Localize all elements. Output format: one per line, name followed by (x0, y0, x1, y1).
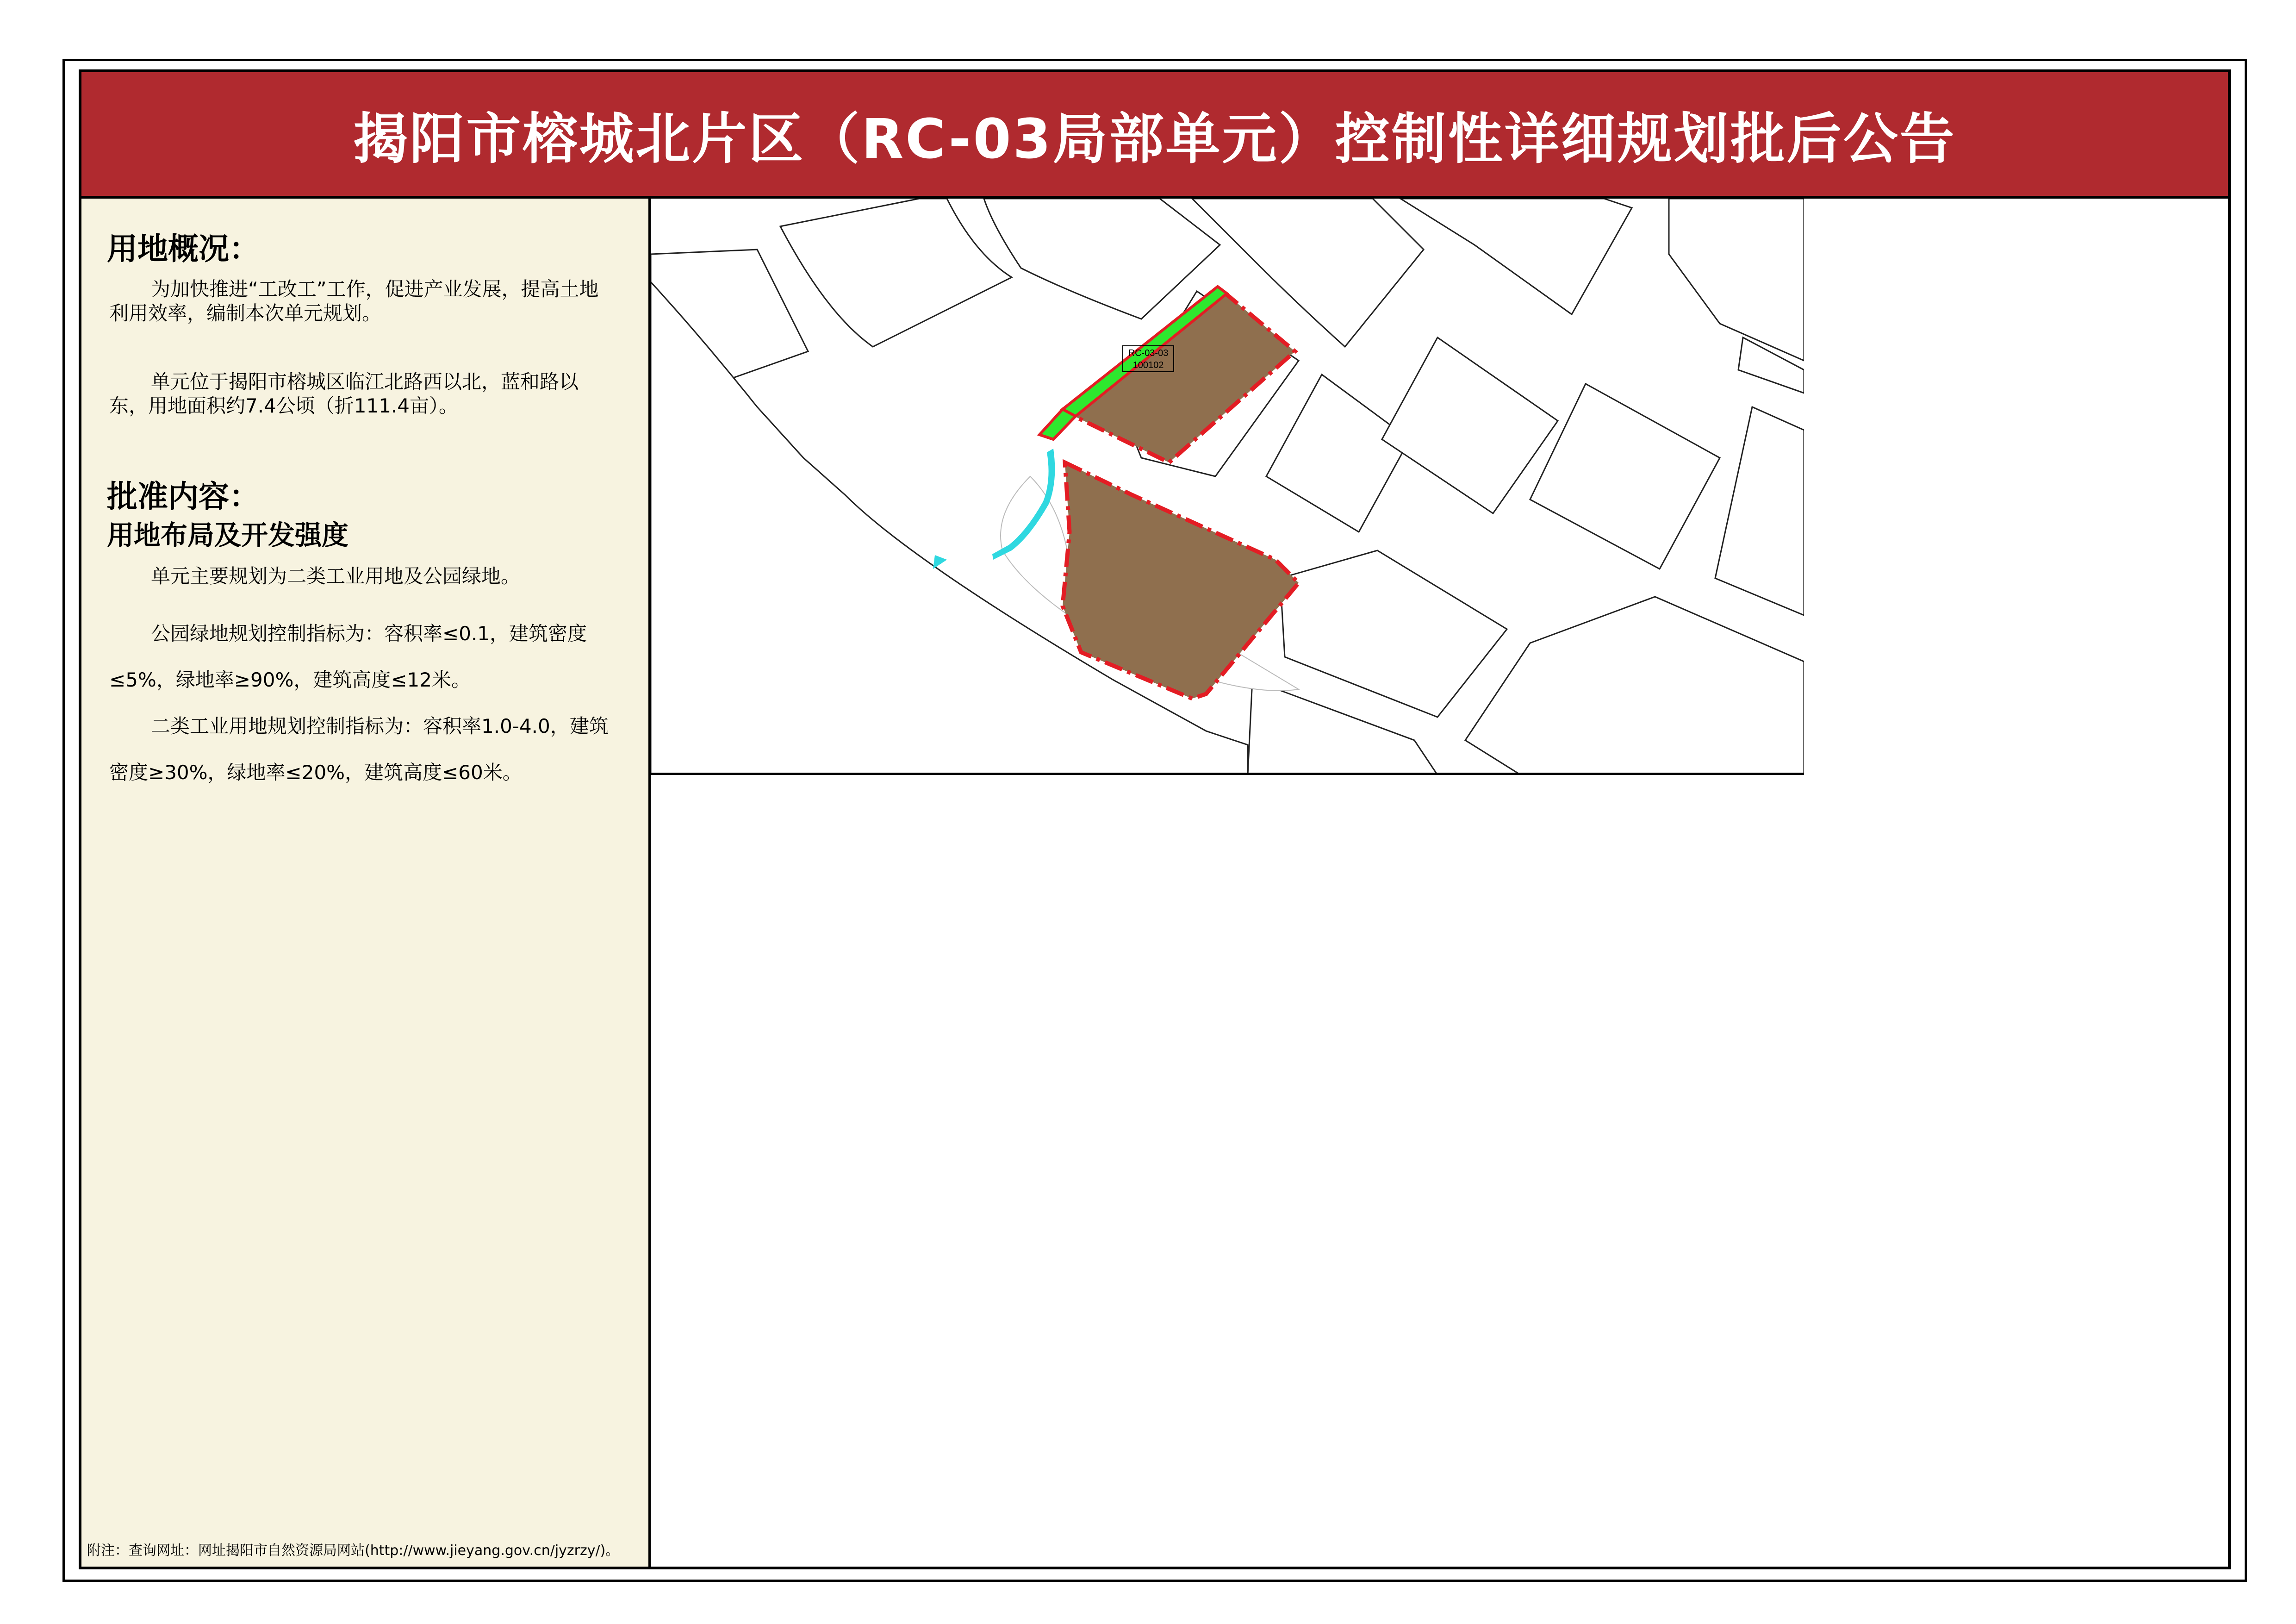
left-text-panel (81, 199, 651, 1567)
land-use-map (651, 199, 1804, 775)
layout-heading: 用地布局及开发强度 (107, 519, 349, 551)
land-use-map-svg (651, 199, 1804, 775)
parcel-type-03: 100102 (1132, 360, 1164, 370)
parcel-rc-03-01 (1039, 409, 1076, 439)
page-title: 揭阳市榕城北片区（RC-03局部单元）控制性详细规划批后公告 (353, 106, 1956, 171)
parcel-code-03: RC-03-03 (1128, 348, 1169, 358)
title-banner (81, 72, 2228, 199)
water-inlet (933, 555, 947, 569)
parcel-rc-03-04 (1063, 462, 1299, 699)
footnote: 附注：查询网址：网址揭阳市自然资源局网站(http://www.jieyang.gov.cn/jyzrzy/)。 (87, 1543, 620, 1559)
layout-paragraph-3: 二类工业用地规划控制指标为：容积率1.0-4.0，建筑密度≥30%，绿地率≤20%，建筑高度≤60米。 (109, 715, 609, 784)
overview-paragraph-2: 单元位于揭阳市榕城区临江北路西以北，蓝和路以东，用地面积约7.4公顷（折111.4亩）。 (109, 370, 579, 417)
overview-paragraph-1: 为加快推进“工改工”工作，促进产业发展，提高土地利用效率，编制本次单元规划。 (109, 278, 599, 325)
layout-paragraph-1: 单元主要规划为二类工业用地及公园绿地。 (151, 565, 521, 587)
approval-heading: 批准内容： (107, 479, 260, 514)
overview-heading: 用地概况： (107, 231, 260, 267)
layout-paragraph-2: 公园绿地规划控制指标为：容积率≤0.1，建筑密度≤5%，绿地率≥90%，建筑高度≤12米。 (109, 622, 587, 691)
